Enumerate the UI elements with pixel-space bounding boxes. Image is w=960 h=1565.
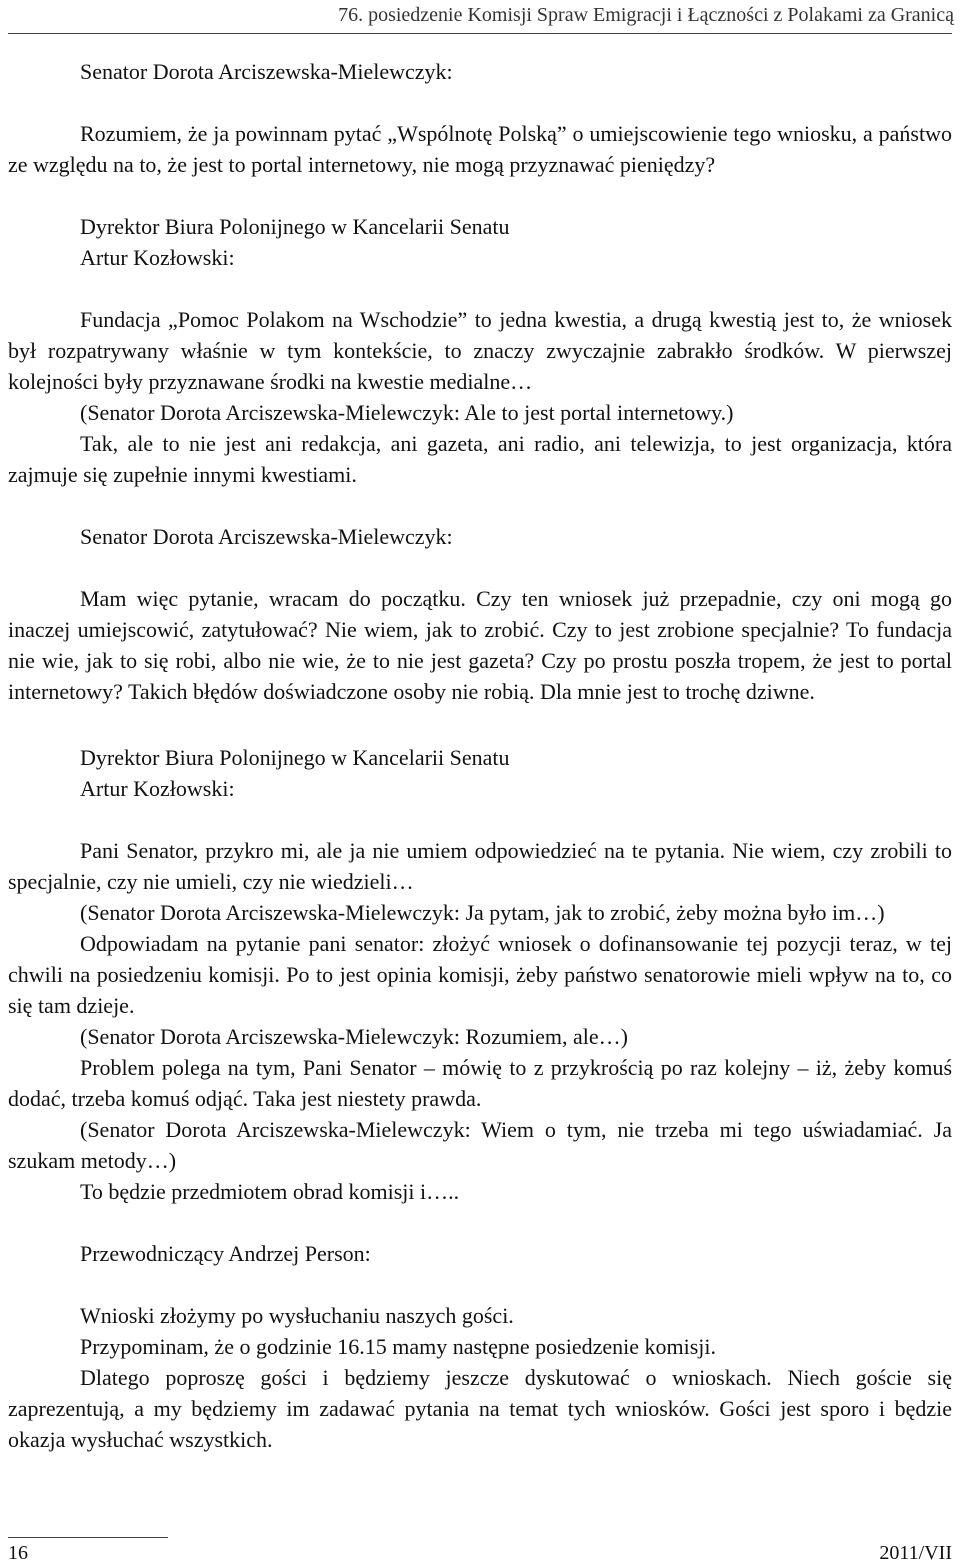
speech-block	[8, 56, 952, 180]
paragraph: Przypominam, że o godzinie 16.15 mamy następne posiedzenie komisji.	[80, 1334, 717, 1359]
paragraph: Pani Senator, przykro mi, ale ja nie umiem odpowiedzieć na te pytania. Nie wiem, czy zrobili to specjalnie, czy nie umieli, czy nie wiedzieli…	[8, 838, 952, 894]
running-header: 76. posiedzenie Komisji Spraw Emigracji i Łączności z Polakami za Granicą	[338, 4, 954, 26]
speaker-name: Senator Dorota Arciszewska-Mielewczyk:	[80, 524, 453, 549]
spacer	[8, 552, 952, 583]
paragraph: Fundacja „Pomoc Polakom na Wschodzie” to jedna kwestia, a drugą kwestią jest to, że wniosek był rozpatrywany właśnie w tym kontekście, to znaczy zwyczajnie zabrakło środków. W pierwszej kolejności były przyznawane środki na kwestie medialne…	[8, 307, 952, 394]
header-rule	[8, 33, 952, 34]
spacer	[8, 273, 952, 304]
paragraph: To będzie przedmiotem obrad komisji i…..	[80, 1179, 460, 1204]
issue-number: 2011/VII	[879, 1542, 952, 1564]
spacer	[8, 490, 952, 521]
interjection: (Senator Dorota Arciszewska-Mielewczyk: Ale to jest portal internetowy.)	[80, 400, 734, 425]
speaker-title: Dyrektor Biura Polonijnego w Kancelarii Senatu	[80, 214, 510, 239]
speaker-name: Artur Kozłowski:	[80, 245, 235, 270]
spacer	[8, 804, 952, 835]
footer-rule	[8, 1537, 168, 1538]
spacer	[8, 180, 952, 211]
speech-block	[8, 1238, 952, 1455]
paragraph: Dlatego poproszę gości i będziemy jeszcze dyskutować o wnioskach. Niech goście się zaprezentują, a my będziemy im zadawać pytania na temat tych wniosków. Gości jest sporo i będzie okazja wysłuchać wszystkich.	[8, 1365, 952, 1452]
paragraph: Rozumiem, że ja powinnam pytać „Wspólnotę Polską” o umiejscowienie tego wniosku, a państwo ze względu na to, że jest to portal internetowy, nie mogą przyznawać pieniędzy?	[8, 121, 952, 177]
speaker-name: Przewodniczący Andrzej Person:	[80, 1241, 371, 1266]
interjection: (Senator Dorota Arciszewska-Mielewczyk: Wiem o tym, nie trzeba mi tego uświadamiać. Ja szukam metody…)	[8, 1117, 952, 1173]
speaker-name: Artur Kozłowski:	[80, 776, 235, 801]
paragraph: Problem polega na tym, Pani Senator – mówię to z przykrością po raz kolejny – iż, żeby komuś dodać, trzeba komuś odjąć. Taka jest niestety prawda.	[8, 1055, 952, 1111]
paragraph: Odpowiadam na pytanie pani senator: złożyć wniosek o dofinansowanie tej pozycji teraz, w tej chwili na posiedzeniu komisji. Po to jest opinia komisji, żeby państwo senatorowie mieli wpływ na to, co się tam dzieje.	[8, 931, 952, 1018]
speaker-title: Dyrektor Biura Polonijnego w Kancelarii Senatu	[80, 745, 510, 770]
spacer	[8, 1207, 952, 1238]
transcript-content	[8, 56, 952, 1455]
interjection: (Senator Dorota Arciszewska-Mielewczyk: Rozumiem, ale…)	[80, 1024, 628, 1049]
paragraph: Tak, ale to nie jest ani redakcja, ani gazeta, ani radio, ani telewizja, to jest organizacja, która zajmuje się zupełnie innymi kwestiami.	[8, 431, 952, 487]
speech-block	[8, 521, 952, 707]
spacer	[8, 1269, 952, 1300]
spacer	[8, 87, 952, 118]
spacer	[8, 707, 952, 738]
paragraph: Mam więc pytanie, wracam do początku. Czy ten wniosek już przepadnie, czy oni mogą go inaczej umiejscowić, zatytułować? Nie wiem, jak to zrobić. Czy to jest zrobione specjalnie? To fundacja nie wie, jak to się robi, albo nie wie, że to nie jest gazeta? Czy po prostu poszła tropem, że jest to portal internetowy? Takich błędów doświadczone osoby nie robią. Dla mnie jest to trochę dziwne.	[8, 586, 952, 704]
speaker-name: Senator Dorota Arciszewska-Mielewczyk:	[80, 59, 453, 84]
paragraph: Wnioski złożymy po wysłuchaniu naszych gości.	[80, 1303, 514, 1328]
speech-block	[8, 211, 952, 490]
speech-block	[8, 742, 952, 1207]
interjection: (Senator Dorota Arciszewska-Mielewczyk: Ja pytam, jak to zrobić, żeby można było im…)	[80, 900, 885, 925]
page-number: 16	[8, 1542, 28, 1564]
